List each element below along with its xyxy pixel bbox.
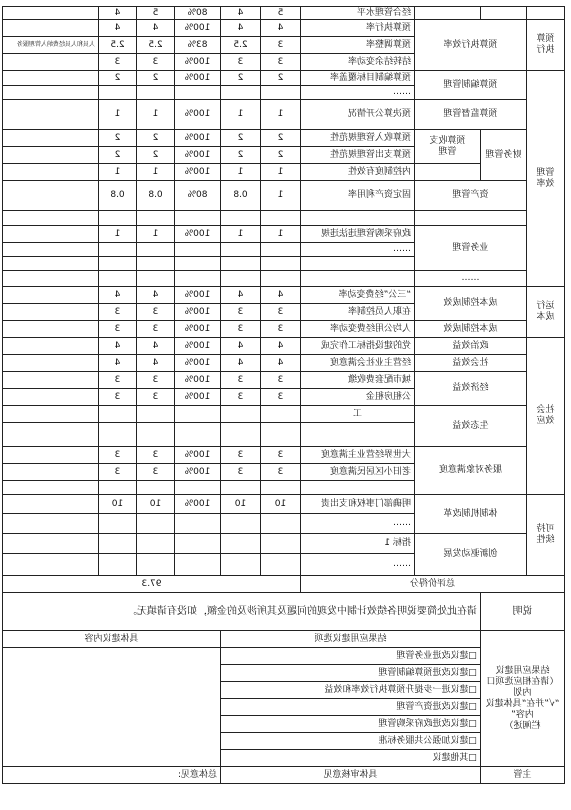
score-cell: 3 [221, 372, 261, 389]
rate-cell: 100% [175, 495, 221, 514]
rate-cell: 100% [175, 447, 221, 464]
points-cell: 4 [137, 355, 175, 372]
indicator-cell: 内控制度有效性 [301, 164, 415, 181]
score-cell: 2.5 [221, 37, 261, 54]
score-cell: 3 [221, 464, 261, 481]
total-value: 97.3 [3, 576, 301, 593]
final-cell: 3 [99, 464, 137, 481]
final-cell: 3 [99, 447, 137, 464]
result-content-area[interactable] [3, 648, 221, 767]
points-cell: 4 [137, 287, 175, 304]
result-option-checkbox[interactable]: □建议进一步提升预算执行效率和效益 [221, 682, 481, 699]
points-cell: 4 [137, 20, 175, 37]
indicator-cell: …… [301, 514, 415, 534]
rate-cell: 100% [175, 130, 221, 147]
indicator-cell: 城市配套费收缴 [301, 372, 415, 389]
final-cell: 4 [99, 7, 137, 20]
rate-cell: 100% [175, 71, 221, 86]
weight-cell: 1 [261, 100, 301, 130]
score-cell: 2 [221, 147, 261, 164]
points-cell: 2.5 [137, 37, 175, 54]
evaluation-table [2, 6, 565, 784]
sub-business-mgmt: 业务管理 [415, 226, 527, 271]
explain-text: 请在此处简要说明各绩效计制中发现的问题及其所涉及的金额，如没有请填无。 [3, 593, 481, 631]
points-cell: 4 [137, 338, 175, 355]
weight-cell: 3 [261, 304, 301, 321]
indicator-cell: 指标 1 [301, 534, 415, 554]
score-cell: 4 [221, 287, 261, 304]
rate-cell: 100% [175, 54, 221, 71]
sub-political: 政治效益 [415, 338, 527, 355]
final-cell: 3 [99, 321, 137, 338]
indicator-cell: 预决算公开情况 [301, 100, 415, 130]
rate-cell: 100% [175, 304, 221, 321]
final-cell: 10 [99, 495, 137, 514]
score-cell: 3 [221, 304, 261, 321]
sub-economic: 经济效益 [415, 372, 527, 406]
score-cell: 2 [221, 71, 261, 86]
indicator-cell: 预算收入管理规范性 [301, 130, 415, 147]
rate-cell: 100% [175, 147, 221, 164]
points-cell: 10 [137, 495, 175, 514]
score-cell: 3 [221, 54, 261, 71]
indicator-cell: 结转结余变动率 [301, 54, 415, 71]
rate-cell: 83% [175, 37, 221, 54]
indicator-cell: 经营主业社会满意度 [301, 355, 415, 372]
score-cell: 2 [221, 130, 261, 147]
section-sustainability: 可持 续性 [527, 495, 565, 576]
final-cell: 3 [99, 372, 137, 389]
rate-cell: 80% [175, 181, 221, 211]
weight-cell: 5 [261, 7, 301, 20]
score-cell: 10 [221, 495, 261, 514]
final-cell: 2 [99, 130, 137, 147]
weight-cell: 3 [261, 447, 301, 464]
score-cell: 4 [221, 355, 261, 372]
indicator-cell: 预算调整率 [301, 37, 415, 54]
sub-budget-prep: 预算编制管理 [415, 71, 527, 100]
indicator-cell: 公租房租金 [301, 389, 415, 406]
final-cell: 1 [99, 226, 137, 243]
rate-cell: 100% [175, 338, 221, 355]
indicator-cell: 明确部门事权和支出责 [301, 495, 415, 514]
weight-cell: 3 [261, 37, 301, 54]
points-cell: 2 [137, 147, 175, 164]
indicator-cell: 固定资产利用率 [301, 181, 415, 211]
footer-supervisor: 主管 [481, 767, 565, 784]
final-cell: 4 [99, 287, 137, 304]
score-cell: 0.8 [221, 181, 261, 211]
indicator-cell: 工 [301, 406, 415, 423]
points-cell: 2 [137, 130, 175, 147]
weight-cell: 4 [261, 287, 301, 304]
sub-innovation: 创新驱动发展 [415, 534, 527, 576]
rate-cell: 100% [175, 372, 221, 389]
weight-cell: 3 [261, 372, 301, 389]
points-cell: 1 [137, 100, 175, 130]
sub-asset-mgmt: 资产管理 [415, 181, 527, 211]
indicator-cell: 大世界经营业主满意度 [301, 447, 415, 464]
weight-cell: 2 [261, 130, 301, 147]
weight-cell: 2 [261, 147, 301, 164]
indicator-cell: 老旧小区居民满意度 [301, 464, 415, 481]
result-option-checkbox[interactable]: □建议改进业务管理 [221, 648, 481, 665]
rate-cell: 100% [175, 287, 221, 304]
footer-overall-opinion: 总体意见: [3, 767, 221, 784]
score-cell: 4 [221, 20, 261, 37]
indicator-cell: …… [301, 86, 415, 100]
points-cell: 3 [137, 372, 175, 389]
score-cell: 3 [221, 321, 261, 338]
weight-cell: 10 [261, 495, 301, 514]
note-cell: 人员和人员经费纳入管理服务 [3, 37, 99, 54]
indicator-cell: “三公”经费变动率 [301, 287, 415, 304]
result-option-checkbox[interactable]: □其他建议 [221, 750, 481, 767]
score-cell: 4 [221, 7, 261, 20]
final-cell: 4 [99, 355, 137, 372]
score-cell: 1 [221, 164, 261, 181]
rate-cell: 100% [175, 355, 221, 372]
weight-cell: 1 [261, 164, 301, 181]
sub-cost-control-2: 成本控制成效 [415, 321, 527, 338]
final-cell: 4 [99, 20, 137, 37]
footer-review-opinion: 具体审核意见 [221, 767, 481, 784]
weight-cell: 1 [261, 226, 301, 243]
sub-ecological: 生态效益 [415, 406, 527, 447]
points-cell: 3 [137, 54, 175, 71]
final-cell: 4 [99, 338, 137, 355]
weight-cell: 2 [261, 71, 301, 86]
section-management: 管理 效率 [527, 71, 565, 287]
points-cell: 3 [137, 321, 175, 338]
sub-more: …… [415, 271, 527, 287]
sub-cost-control: 成本控制成效 [415, 287, 527, 321]
final-cell: 2 [99, 71, 137, 86]
indicator-cell: 党的建设指标工作完成 [301, 338, 415, 355]
weight-cell: 4 [261, 355, 301, 372]
sub-budget-exec-efficiency: 预算执行效率 [415, 20, 527, 71]
score-cell: 1 [221, 100, 261, 130]
final-cell: 3 [99, 389, 137, 406]
points-cell: 3 [137, 464, 175, 481]
total-label: 总评价得分 [301, 576, 565, 593]
final-cell: 3 [99, 54, 137, 71]
weight-cell: 3 [261, 321, 301, 338]
rate-cell: 100% [175, 226, 221, 243]
result-options-header: 结果应用建议选项 [221, 631, 481, 648]
rate-cell: 100% [175, 321, 221, 338]
score-cell: 3 [221, 389, 261, 406]
sub-institutional-reform: 体制机制改革 [415, 495, 527, 534]
section-operating-cost: 运行 成本 [527, 287, 565, 338]
result-option-checkbox[interactable]: □建议改进预算编制管理 [221, 665, 481, 682]
final-cell: 3 [99, 304, 137, 321]
rate-cell: 100% [175, 464, 221, 481]
sub-finance: 财务管理 [481, 130, 527, 181]
rate-cell: 100% [175, 100, 221, 130]
score-cell: 4 [221, 338, 261, 355]
indicator-cell: 预算支出管理规范性 [301, 147, 415, 164]
score-cell: 3 [221, 447, 261, 464]
final-cell: 0.8 [99, 181, 137, 211]
points-cell: 1 [137, 226, 175, 243]
section-social-effect: 社会 效应 [527, 338, 565, 495]
sub-budget-supervision: 预算监督管理 [415, 100, 527, 130]
indicator-cell: 预算执行率 [301, 20, 415, 37]
weight-cell: 3 [261, 54, 301, 71]
result-option-checkbox[interactable]: □建议改进政府采购管理 [221, 716, 481, 733]
indicator-cell: 预算编制目标覆盖率 [301, 71, 415, 86]
weight-cell: 4 [261, 338, 301, 355]
section-budget-exec: 预算 执行 [527, 20, 565, 71]
weight-cell: 3 [261, 464, 301, 481]
sub-service-satisfaction: 服务对象满意度 [415, 447, 527, 495]
result-option-checkbox[interactable]: □建议加强公共服务标准 [221, 733, 481, 750]
sub-budget-income-expense: 预算收支 管理 [415, 130, 481, 164]
weight-cell: 4 [261, 20, 301, 37]
indicator-cell: 经合管理水平 [301, 7, 415, 20]
result-option-checkbox[interactable]: □建议改进资产管理 [221, 699, 481, 716]
indicator-cell: 人均公用经费变动率 [301, 321, 415, 338]
explain-label: 说明 [481, 593, 565, 631]
final-cell: 2.5 [99, 37, 137, 54]
weight-cell: 1 [261, 181, 301, 211]
rate-cell: 80% [175, 7, 221, 20]
points-cell: 3 [137, 447, 175, 464]
rate-cell: 100% [175, 389, 221, 406]
indicator-cell: …… [301, 554, 415, 576]
indicator-cell: 政府采购管理违法违规 [301, 226, 415, 243]
final-cell: 2 [99, 147, 137, 164]
score-cell: 1 [221, 226, 261, 243]
points-cell: 5 [137, 7, 175, 20]
points-cell: 2 [137, 71, 175, 86]
points-cell: 1 [137, 164, 175, 181]
points-cell: 3 [137, 389, 175, 406]
points-cell: 0.8 [137, 181, 175, 211]
rate-cell: 100% [175, 20, 221, 37]
sub-social-benefit: 社会效益 [415, 355, 527, 372]
result-label: 结果应用建议 （请在相应选项口内划 “√”并在“具体建议内容” 栏阐述） [481, 631, 565, 767]
indicator-cell: 在职人员控制率 [301, 304, 415, 321]
indicator-cell: …… [301, 243, 415, 257]
points-cell: 3 [137, 304, 175, 321]
rate-cell: 100% [175, 164, 221, 181]
weight-cell: 3 [261, 389, 301, 406]
final-cell: 1 [99, 164, 137, 181]
final-cell: 1 [99, 100, 137, 130]
result-content-header: 具体建议内容 [3, 631, 221, 648]
